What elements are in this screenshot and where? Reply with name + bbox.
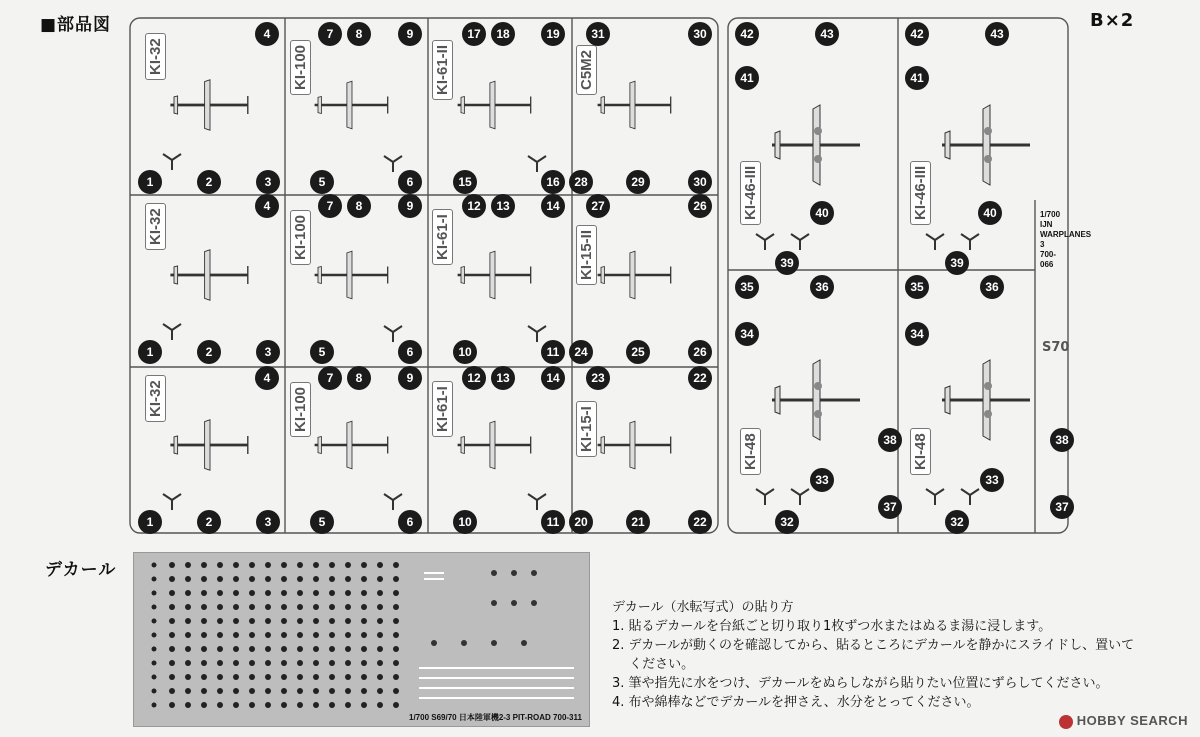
part-number-badge: 23 (586, 366, 610, 390)
part-number-badge: 8 (347, 366, 371, 390)
part-label: KI-32 (145, 375, 166, 422)
part-number-badge: 19 (541, 22, 565, 46)
part-number-badge: 43 (985, 22, 1009, 46)
part-number-badge: 4 (255, 366, 279, 390)
part-number-badge: 5 (310, 170, 334, 194)
part-number-badge: 16 (541, 170, 565, 194)
part-number-badge: 35 (735, 275, 759, 299)
part-number-badge: 1 (138, 170, 162, 194)
part-number-badge: 5 (310, 340, 334, 364)
part-number-badge: 2 (197, 170, 221, 194)
part-number-badge: 14 (541, 366, 565, 390)
part-number-badge: 6 (398, 170, 422, 194)
parts-diagram-title: ■部品図 (40, 15, 112, 35)
part-number-badge: 22 (688, 510, 712, 534)
part-label: KI-48 (910, 428, 931, 475)
part-label: KI-15-I (576, 401, 597, 457)
sprue-side-text: 1/700 IJN WARPLANES 3 700-066 (1040, 210, 1092, 269)
part-number-badge: 36 (810, 275, 834, 299)
part-number-badge: 15 (453, 170, 477, 194)
part-label: KI-32 (145, 33, 166, 80)
part-number-badge: 11 (541, 340, 565, 364)
part-number-badge: 7 (318, 22, 342, 46)
part-number-badge: 11 (541, 510, 565, 534)
part-number-badge: 17 (462, 22, 486, 46)
part-label: KI-100 (290, 382, 311, 437)
instruction-step: 1. 貼るデカールを台紙ごと切り取り1枚ずつ水またはぬるま湯に浸します。 (612, 619, 1052, 634)
instruction-step: ください。 (612, 657, 695, 672)
part-label: KI-61-I (432, 381, 453, 437)
part-number-badge: 29 (626, 170, 650, 194)
part-number-badge: 14 (541, 194, 565, 218)
part-number-badge: 37 (878, 495, 902, 519)
part-number-badge: 3 (256, 510, 280, 534)
part-number-badge: 3 (256, 170, 280, 194)
part-number-badge: 21 (626, 510, 650, 534)
part-number-badge: 40 (810, 201, 834, 225)
watermark: HOBBY SEARCH (1059, 713, 1188, 729)
part-number-badge: 6 (398, 510, 422, 534)
decal-sheet (133, 552, 590, 727)
part-number-badge: 10 (453, 510, 477, 534)
part-number-badge: 36 (980, 275, 1004, 299)
instruction-step: 4. 布や綿棒などでデカールを押さえ、水分をとってください。 (612, 695, 980, 710)
part-number-badge: 9 (398, 194, 422, 218)
part-number-badge: 9 (398, 366, 422, 390)
part-number-badge: 33 (810, 468, 834, 492)
decal-title: デカール (45, 560, 117, 580)
part-number-badge: 10 (453, 340, 477, 364)
part-label: KI-100 (290, 40, 311, 95)
part-label: C5M2 (576, 45, 597, 95)
part-number-badge: 13 (491, 366, 515, 390)
part-label: KI-46-III (740, 161, 761, 225)
part-number-badge: 2 (197, 340, 221, 364)
part-number-badge: 42 (735, 22, 759, 46)
part-number-badge: 12 (462, 194, 486, 218)
part-number-badge: 37 (1050, 495, 1074, 519)
part-number-badge: 31 (586, 22, 610, 46)
instructions-title: デカール（水転写式）の貼り方 (612, 600, 794, 615)
part-number-badge: 18 (491, 22, 515, 46)
part-number-badge: 34 (905, 322, 929, 346)
part-number-badge: 8 (347, 22, 371, 46)
part-number-badge: 13 (491, 194, 515, 218)
part-number-badge: 6 (398, 340, 422, 364)
part-number-badge: 3 (256, 340, 280, 364)
part-number-badge: 32 (945, 510, 969, 534)
decal-instructions (612, 598, 1187, 712)
part-number-badge: 40 (978, 201, 1002, 225)
part-number-badge: 28 (569, 170, 593, 194)
part-number-badge: 38 (878, 428, 902, 452)
part-number-badge: 26 (688, 194, 712, 218)
part-number-badge: 41 (735, 66, 759, 90)
part-label: KI-61-II (432, 40, 453, 100)
part-number-badge: 30 (688, 170, 712, 194)
part-label: KI-46-III (910, 161, 931, 225)
part-number-badge: 22 (688, 366, 712, 390)
part-number-badge: 34 (735, 322, 759, 346)
part-number-badge: 42 (905, 22, 929, 46)
part-label: KI-32 (145, 203, 166, 250)
part-number-badge: 41 (905, 66, 929, 90)
part-number-badge: 9 (398, 22, 422, 46)
part-number-badge: 43 (815, 22, 839, 46)
part-number-badge: 12 (462, 366, 486, 390)
part-number-badge: 1 (138, 340, 162, 364)
sprue-multiplier: B×2 (1090, 10, 1135, 31)
part-number-badge: 7 (318, 366, 342, 390)
part-number-badge: 32 (775, 510, 799, 534)
part-number-badge: 35 (905, 275, 929, 299)
part-number-badge: 33 (980, 468, 1004, 492)
instruction-step: 3. 筆や指先に水をつけ、デカールをぬらしながら貼りたい位置にずらしてください。 (612, 676, 1109, 691)
decal-markings (134, 553, 589, 708)
part-number-badge: 25 (626, 340, 650, 364)
part-number-badge: 7 (318, 194, 342, 218)
part-number-badge: 5 (310, 510, 334, 534)
decal-sheet-caption: 1/700 S69/70 日本陸軍機2-3 PIT-ROAD 700-311 (409, 713, 582, 722)
part-number-badge: 8 (347, 194, 371, 218)
part-number-badge: 27 (586, 194, 610, 218)
part-number-badge: 30 (688, 22, 712, 46)
part-label: KI-15-II (576, 225, 597, 285)
part-label: KI-48 (740, 428, 761, 475)
sprue-code: S70 (1042, 340, 1070, 355)
part-number-badge: 38 (1050, 428, 1074, 452)
watermark-logo-icon (1059, 715, 1073, 729)
part-number-badge: 2 (197, 510, 221, 534)
part-number-badge: 4 (255, 22, 279, 46)
part-label: KI-100 (290, 210, 311, 265)
part-number-badge: 4 (255, 194, 279, 218)
part-number-badge: 26 (688, 340, 712, 364)
part-label: KI-61-I (432, 209, 453, 265)
part-number-badge: 39 (945, 251, 969, 275)
part-number-badge: 20 (569, 510, 593, 534)
part-number-badge: 24 (569, 340, 593, 364)
part-number-badge: 39 (775, 251, 799, 275)
part-number-badge: 1 (138, 510, 162, 534)
instruction-step: 2. デカールが動くのを確認してから、貼るところにデカールを静かにスライドし、置いて (612, 638, 1135, 653)
